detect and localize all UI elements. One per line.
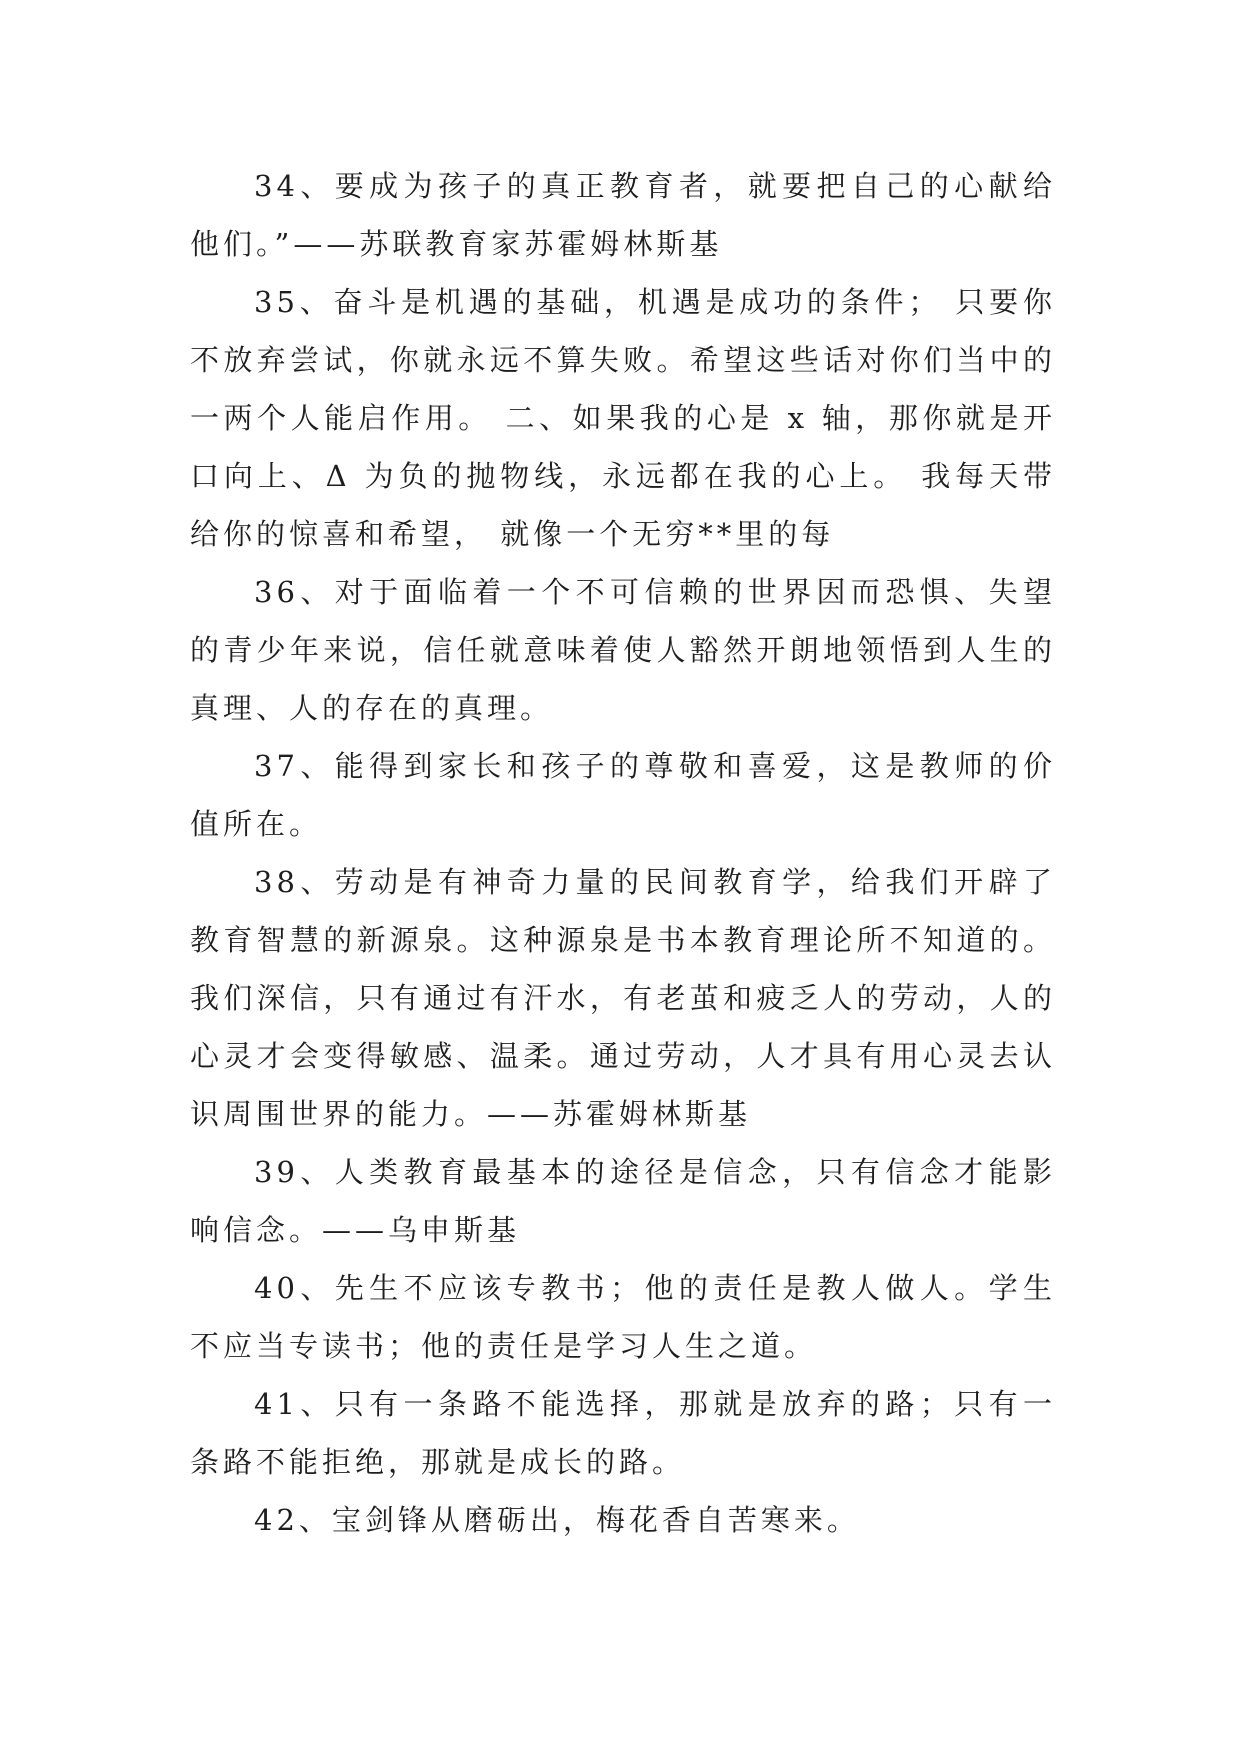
quote-paragraph-35: 35、奋斗是机遇的基础，机遇是成功的条件； 只要你不放弃尝试，你就永远不算失败。希望这些话对你们当中的一两个人能启作用。 二、如果我的心是 x 轴，那你就是开口向上、Δ 为负的抛物线，永远都在我的心上。 我每天带给你的惊喜和希望， 就像一个无穷**里的每 [190, 285, 1056, 551]
quote-paragraph-34: 34、要成为孩子的真正教育者，就要把自己的心献给他们。”——苏联教育家苏霍姆林斯基 [190, 169, 1056, 261]
quote-paragraph-39: 39、人类教育最基本的途径是信念，只有信念才能影响信念。——乌申斯基 [190, 1155, 1056, 1247]
quote-paragraph-40: 40、先生不应该专教书；他的责任是教人做人。学生不应当专读书；他的责任是学习人生之道。 [190, 1271, 1056, 1363]
quote-paragraph-36: 36、对于面临着一个不可信赖的世界因而恐惧、失望的青少年来说，信任就意味着使人豁然开朗地领悟到人生的真理、人的存在的真理。 [190, 575, 1056, 725]
quote-paragraph-38: 38、劳动是有神奇力量的民间教育学，给我们开辟了教育智慧的新源泉。这种源泉是书本教育理论所不知道的。我们深信，只有通过有汗水，有老茧和疲乏人的劳动，人的心灵才会变得敏感、温柔。通过劳动，人才具有用心灵去认识周围世界的能力。——苏霍姆林斯基 [190, 865, 1056, 1131]
quote-paragraph-37: 37、能得到家长和孩子的尊敬和喜爱，这是教师的价值所在。 [190, 749, 1056, 841]
document-body [190, 157, 1056, 1549]
quote-paragraph-41: 41、只有一条路不能选择，那就是放弃的路；只有一条路不能拒绝，那就是成长的路。 [190, 1387, 1056, 1479]
quote-paragraph-42: 42、宝剑锋从磨砺出，梅花香自苦寒来。 [254, 1503, 860, 1537]
